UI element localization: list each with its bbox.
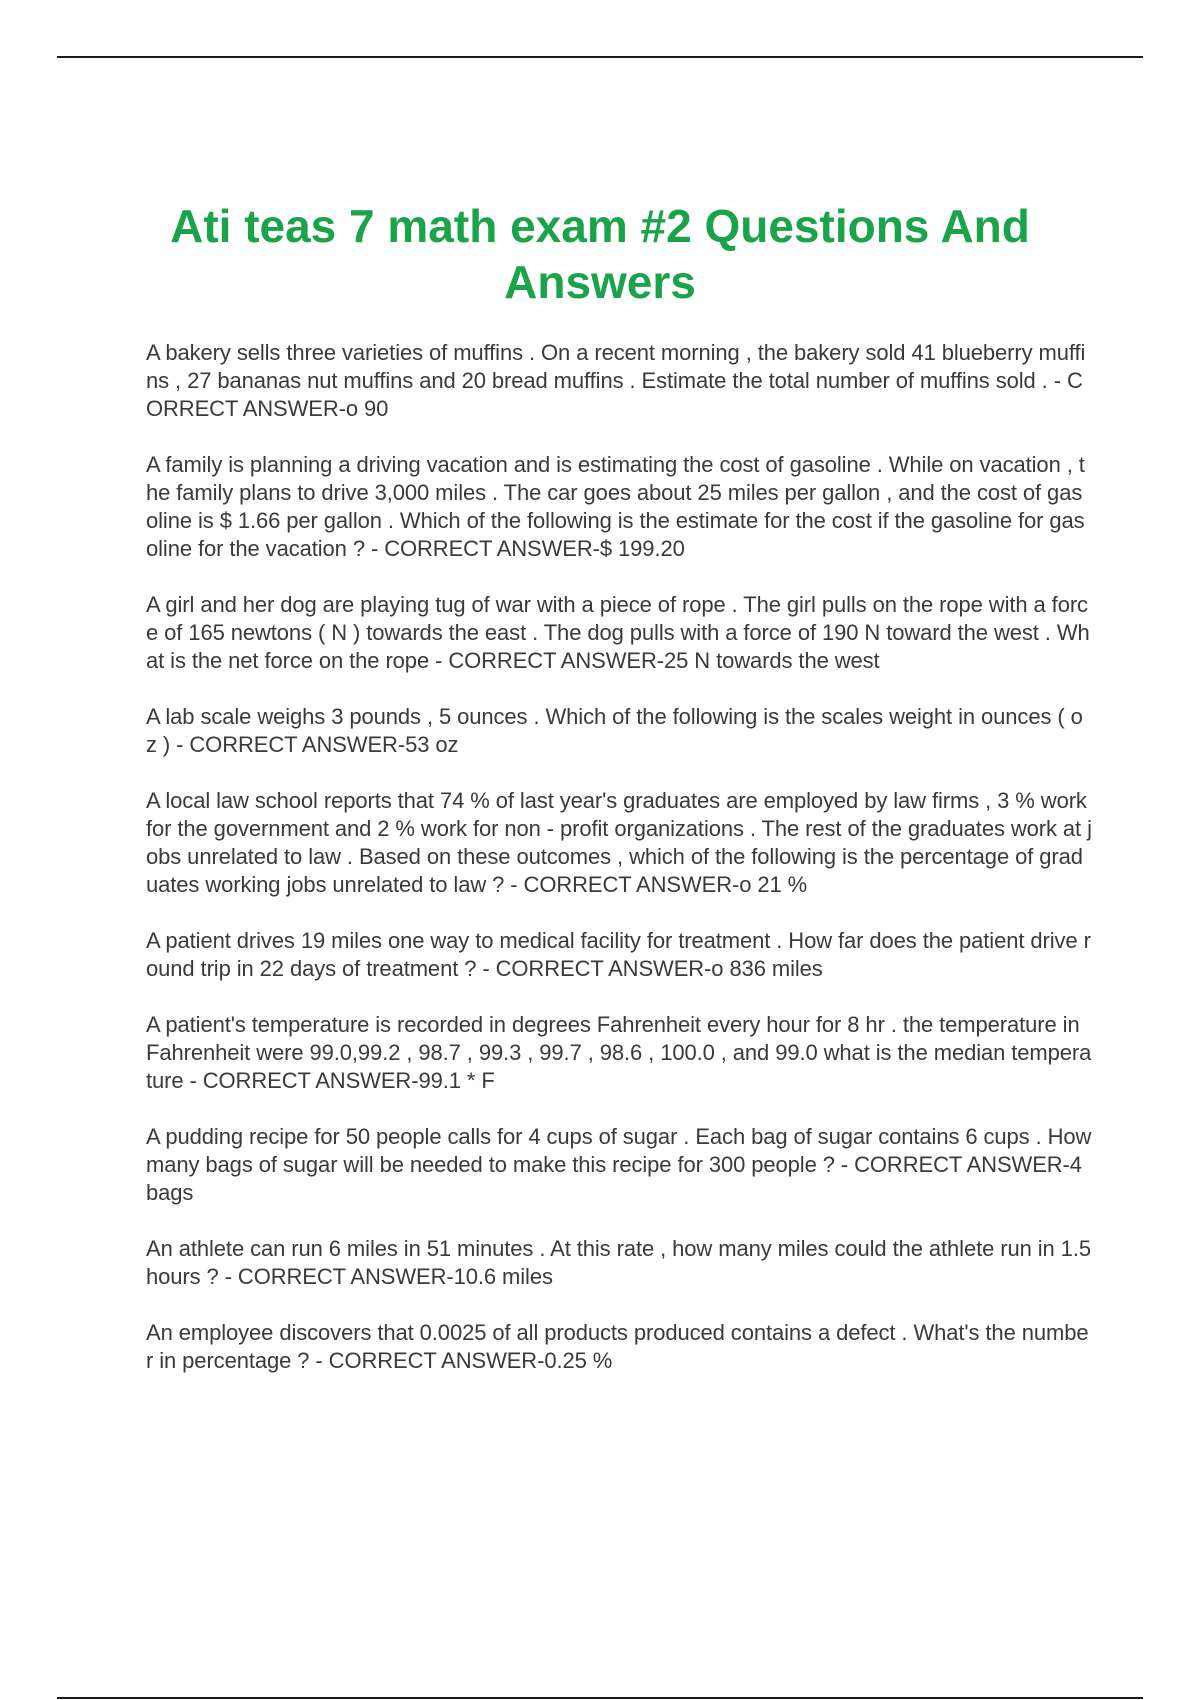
qa-item-9 bbox=[146, 1235, 1092, 1291]
document-title: Ati teas 7 math exam #2 Questions And Answers bbox=[170, 200, 1030, 308]
question-text: A girl and her dog are playing tug of war with a piece of rope . The girl pulls on the rope with a force of 165 newtons ( N ) towards the east . The dog pulls with a force of 190 N toward the west . What is the net force on the rope - CORRECT ANSWER- bbox=[146, 592, 1090, 673]
answer-text: 4 bags bbox=[146, 1152, 1082, 1205]
qa-item-3 bbox=[146, 591, 1092, 675]
question-text: A patient drives 19 miles one way to medical facility for treatment . How far does the patient drive round trip in 22 days of treatment ? - CORRECT ANSWER- bbox=[146, 928, 1091, 981]
qa-item-6 bbox=[146, 927, 1092, 983]
question-text: An athlete can run 6 miles in 51 minutes . At this rate , how many miles could the athlete run in 1.5 hours ? - CORRECT ANSWER- bbox=[146, 1236, 1091, 1289]
question-text: A patient's temperature is recorded in degrees Fahrenheit every hour for 8 hr . the temperature in Fahrenheit were 99.0,99.2 , 98.7 , 99.3 , 99.7 , 98.6 , 100.0 , and 99.0 what is the median temperature - CORRECT ANSWER- bbox=[146, 1012, 1092, 1093]
answer-text: o 90 bbox=[345, 396, 389, 421]
qa-item-4 bbox=[146, 703, 1092, 759]
qa-item-1 bbox=[146, 339, 1092, 423]
answer-text: 99.1 * F bbox=[418, 1068, 495, 1093]
top-divider bbox=[57, 56, 1143, 58]
question-text: A pudding recipe for 50 people calls for 4 cups of sugar . Each bag of sugar contains 6 cups . How many bags of sugar will be needed to make this recipe for 300 people ? - CORRECT ANSWER- bbox=[146, 1124, 1092, 1177]
qa-item-8 bbox=[146, 1123, 1092, 1207]
answer-text: 25 N towards the west bbox=[664, 648, 880, 673]
qa-item-5 bbox=[146, 787, 1092, 899]
question-list bbox=[146, 339, 1092, 1403]
question-text: An employee discovers that 0.0025 of all products produced contains a defect . What's the number in percentage ? - CORRECT ANSWER- bbox=[146, 1320, 1089, 1373]
qa-item-2 bbox=[146, 451, 1092, 563]
bottom-divider bbox=[57, 1697, 1143, 1699]
question-text: A local law school reports that 74 % of last year's graduates are employed by law firms , 3 % work for the government and 2 % work for non - profit organizations . The rest of the graduates work at jobs unrelated to law . Based on these outcomes , which of the following is the percentage of graduates working jobs unrelated to law ? - CORRECT ANSWER- bbox=[146, 788, 1092, 897]
answer-text: 53 oz bbox=[405, 732, 459, 757]
answer-text: 10.6 miles bbox=[453, 1264, 553, 1289]
answer-text: o 21 % bbox=[739, 872, 808, 897]
answer-text: $ 199.20 bbox=[599, 536, 685, 561]
answer-text: 0.25 % bbox=[544, 1348, 613, 1373]
qa-item-7 bbox=[146, 1011, 1092, 1095]
question-text: A bakery sells three varieties of muffins . On a recent morning , the bakery sold 41 blueberry muffins , 27 bananas nut muffins and 20 bread muffins . Estimate the total number of muffins sold . - CORRECT ANSWER- bbox=[146, 340, 1086, 421]
question-text: A lab scale weighs 3 pounds , 5 ounces . Which of the following is the scales weight in ounces ( oz ) - CORRECT ANSWER- bbox=[146, 704, 1083, 757]
qa-item-10 bbox=[146, 1319, 1092, 1375]
question-text: A family is planning a driving vacation and is estimating the cost of gasoline . While on vacation , the family plans to drive 3,000 miles . The car goes about 25 miles per gallon , and the cost of gasoline is $ 1.66 per gallon . Which of the following is the estimate for the cost if the gasoline for gasoline for the vacation ? - CORRECT ANSWER- bbox=[146, 452, 1085, 561]
answer-text: o 836 miles bbox=[711, 956, 823, 981]
